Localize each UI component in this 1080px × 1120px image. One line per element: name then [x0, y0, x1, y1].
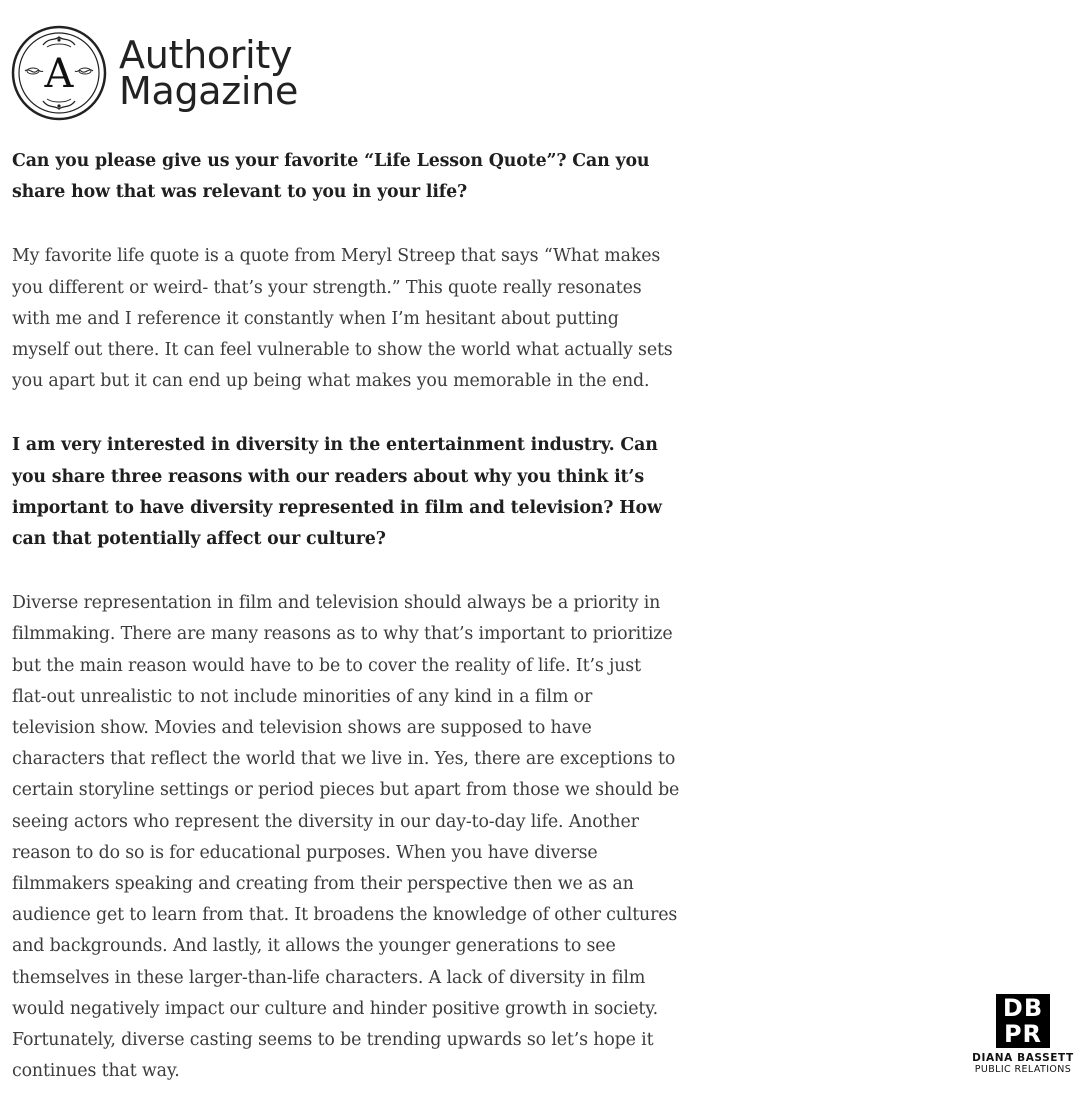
- wordmark-line-1: Authority: [119, 33, 293, 77]
- brand-subtitle: PUBLIC RELATIONS: [974, 1064, 1072, 1075]
- magazine-wordmark: [119, 33, 299, 113]
- brand-name: DIANA BASSETT: [972, 1052, 1074, 1064]
- monogram-line-1: DB: [1002, 994, 1044, 1022]
- interview-question-1: Can you please give us your favorite “Life Lesson Quote”? Can you share how that was relevant to you in your life?: [12, 151, 650, 203]
- interview-answer-2: Diverse representation in film and television should always be a priority in filmmaking. There are many reasons as to why that’s important to prioritize but the main reason would have to be to cover the reality of life. It’s just flat-out unrealistic to not include minorities of any kind in a film or television show. Movies and television shows are supposed to have characters that reflect the world that we live in. Yes, there are exceptions to certain storyline settings or period pieces but apart from those we should be seeing actors who represent the diversity in our day-to-day life. Another reason to do so is for educational purposes. When you have diverse filmmakers speaking and creating from their perspective then we as an audience get to learn from that. It broadens the knowledge of other cultures and backgrounds. And lastly, it allows the younger generations to see themselves in these larger-than-life characters. A lack of diversity in film would negatively impact our culture and hinder positive growth in society. Fortunately, diverse casting seems to be trending upwards so let’s hope it continues that way.: [12, 593, 680, 1082]
- interview-answer-1: My favorite life quote is a quote from Meryl Streep that says “What makes you different or weird- that’s your strength.” This quote really resonates with me and I reference it constantly when I’m hesitant about putting myself out there. It can feel vulnerable to show the world what actually sets you apart but it can end up being what makes you memorable in the end.: [12, 246, 673, 392]
- seal-letter: A: [44, 51, 74, 97]
- dbpr-brand-logo: [970, 994, 1076, 1076]
- monogram-line-2: PR: [1003, 1020, 1043, 1048]
- masthead: [11, 25, 298, 121]
- dbpr-monogram: [996, 994, 1050, 1048]
- authority-magazine-seal-logo: [11, 25, 107, 121]
- article-body: [12, 146, 680, 1120]
- wordmark-line-2: Magazine: [119, 69, 299, 113]
- interview-question-2: I am very interested in diversity in the entertainment industry. Can you share three reasons with our readers about why you think it’s important to have diversity represented in film and television? How can that potentially affect our culture?: [12, 435, 662, 550]
